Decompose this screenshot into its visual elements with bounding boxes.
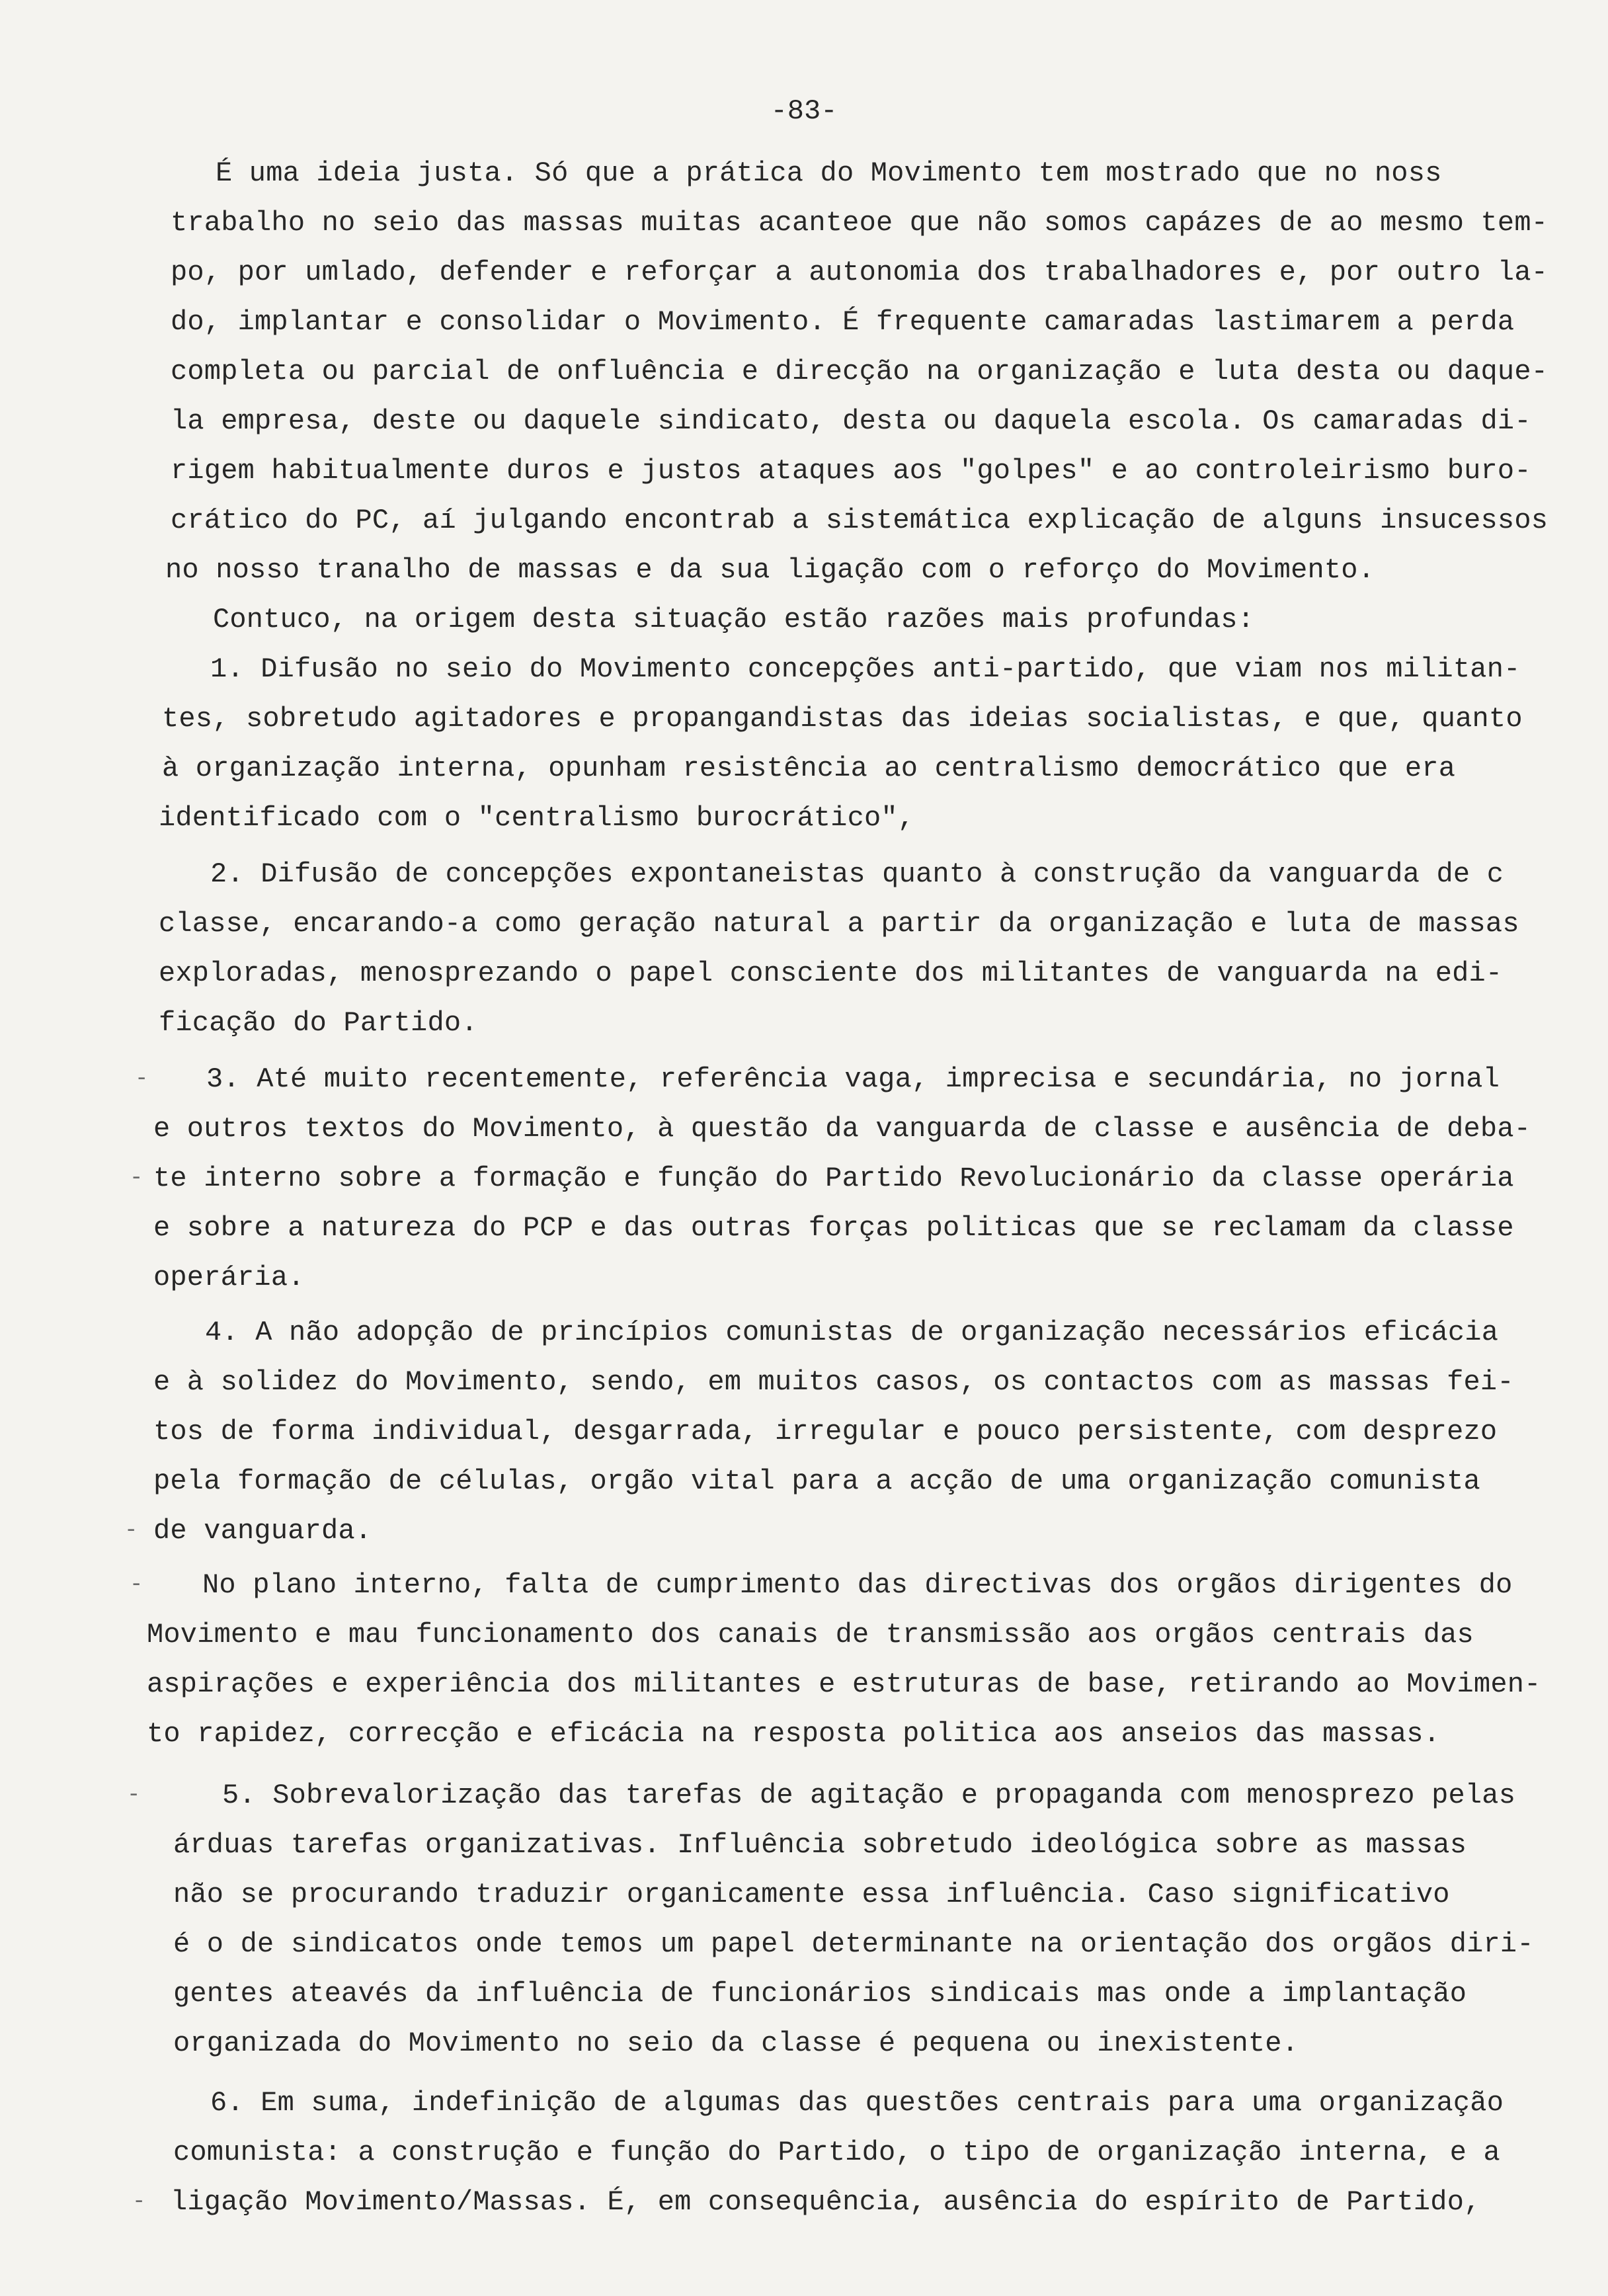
text-line-3: po, por umlado, defender e reforçar a autonomia dos trabalhadores e, por outro la- [171, 257, 1548, 288]
text-line-7: rigem habitualmente duros e justos ataques aos "golpes" e ao controleirismo buro- [171, 455, 1531, 487]
text-line-31: aspirações e experiência dos militantes e estruturas de base, retirando ao Movimen- [147, 1668, 1541, 1700]
text-line-8: crático do PC, aí julgando encontrab a sistemática explicação de alguns insucessos [171, 505, 1548, 536]
text-line-25: e à solidez do Movimento, sendo, em muitos casos, os contactos com as massas fei- [153, 1366, 1514, 1398]
text-line-12: tes, sobretudo agitadores e propangandistas das ideias socialistas, e que, quanto [162, 703, 1523, 735]
margin-mark: - [124, 1518, 138, 1543]
text-line-29: No plano interno, falta de cumprimento das directivas dos orgãos dirigentes do [202, 1569, 1513, 1601]
text-line-17: exploradas, menosprezando o papel consciente dos militantes de vanguarda na edi- [159, 958, 1503, 989]
text-line-5: completa ou parcial de onfluência e direcção na organização e luta desta ou daque- [171, 356, 1548, 388]
text-line-14: identificado com o "centralismo burocrático", [159, 802, 915, 834]
text-line-36: é o de sindicatos onde temos um papel determinante na orientação dos orgãos diri- [173, 1928, 1534, 1960]
text-line-2: trabalho no seio das massas muitas acanteoe que não somos capázes de ao mesmo tem- [171, 207, 1548, 239]
text-line-28: de vanguarda. [153, 1515, 372, 1547]
text-line-33: 5. Sobrevalorização das tarefas de agitação e propaganda com menosprezo pelas [222, 1780, 1516, 1811]
page-number: -83- [770, 95, 838, 127]
margin-mark: - [130, 1166, 143, 1191]
text-line-34: árduas tarefas organizativas. Influência sobretudo ideológica sobre as massas [173, 1829, 1467, 1861]
text-line-22: e sobre a natureza do PCP e das outras forças politicas que se reclamam da classe [153, 1212, 1514, 1244]
margin-mark: - [127, 1783, 141, 1808]
text-line-19: 3. Até muito recentemente, referência vaga, imprecisa e secundária, no jornal [206, 1063, 1500, 1095]
text-line-9: no nosso tranalho de massas e da sua ligação com o reforço do Movimento. [165, 554, 1375, 586]
text-line-23: operária. [153, 1262, 305, 1293]
text-line-32: to rapidez, correcção e eficácia na resposta politica aos anseios das massas. [147, 1718, 1441, 1750]
text-line-35: não se procurando traduzir organicamente essa influência. Caso significativo [173, 1879, 1450, 1910]
text-line-21: te interno sobre a formação e função do Partido Revolucionário da classe operária [153, 1163, 1514, 1194]
text-line-30: Movimento e mau funcionamento dos canais de transmissão aos orgãos centrais das [147, 1619, 1474, 1651]
text-line-40: comunista: a construção e função do Partido, o tipo de organização interna, e a [173, 2137, 1500, 2168]
text-line-15: 2. Difusão de concepções expontaneistas quanto à construção da vanguarda de c [210, 858, 1504, 890]
margin-mark: - [132, 2190, 146, 2215]
text-line-16: classe, encarando-a como geração natural a partir da organização e luta de massas [159, 908, 1519, 940]
text-line-11: 1. Difusão no seio do Movimento concepções anti-partido, que viam nos militan- [210, 653, 1521, 685]
text-line-18: ficação do Partido. [159, 1007, 478, 1039]
text-line-20: e outros textos do Movimento, à questão da vanguarda de classe e ausência de deba- [153, 1113, 1531, 1145]
text-line-38: organizada do Movimento no seio da classe é pequena ou inexistente. [173, 2028, 1299, 2059]
text-line-6: la empresa, deste ou daquele sindicato, desta ou daquela escola. Os camaradas di- [171, 405, 1531, 437]
text-line-1: É uma ideia justa. Só que a prática do Movimento tem mostrado que no noss [216, 157, 1442, 189]
text-line-4: do, implantar e consolidar o Movimento. É frequente camaradas lastimarem a perda [171, 306, 1515, 338]
margin-mark: - [130, 1573, 143, 1598]
text-line-26: tos de forma individual, desgarrada, irregular e pouco persistente, com desprezo [153, 1416, 1498, 1448]
text-line-13: à organização interna, opunham resistência ao centralismo democrático que era [162, 753, 1456, 784]
margin-mark: - [135, 1067, 149, 1092]
text-line-39: 6. Em suma, indefinição de algumas das questões centrais para uma organização [210, 2087, 1504, 2119]
text-line-27: pela formação de células, orgão vital para a acção de uma organização comunista [153, 1465, 1480, 1497]
text-line-41: ligação Movimento/Massas. É, em consequência, ausência do espírito de Partido, [171, 2186, 1481, 2218]
text-line-24: 4. A não adopção de princípios comunistas de organização necessários eficácia [205, 1317, 1499, 1348]
text-line-37: gentes ateavés da influência de funcionários sindicais mas onde a implantação [173, 1978, 1467, 2010]
text-line-10: Contuco, na origem desta situação estão razões mais profundas: [213, 604, 1255, 636]
